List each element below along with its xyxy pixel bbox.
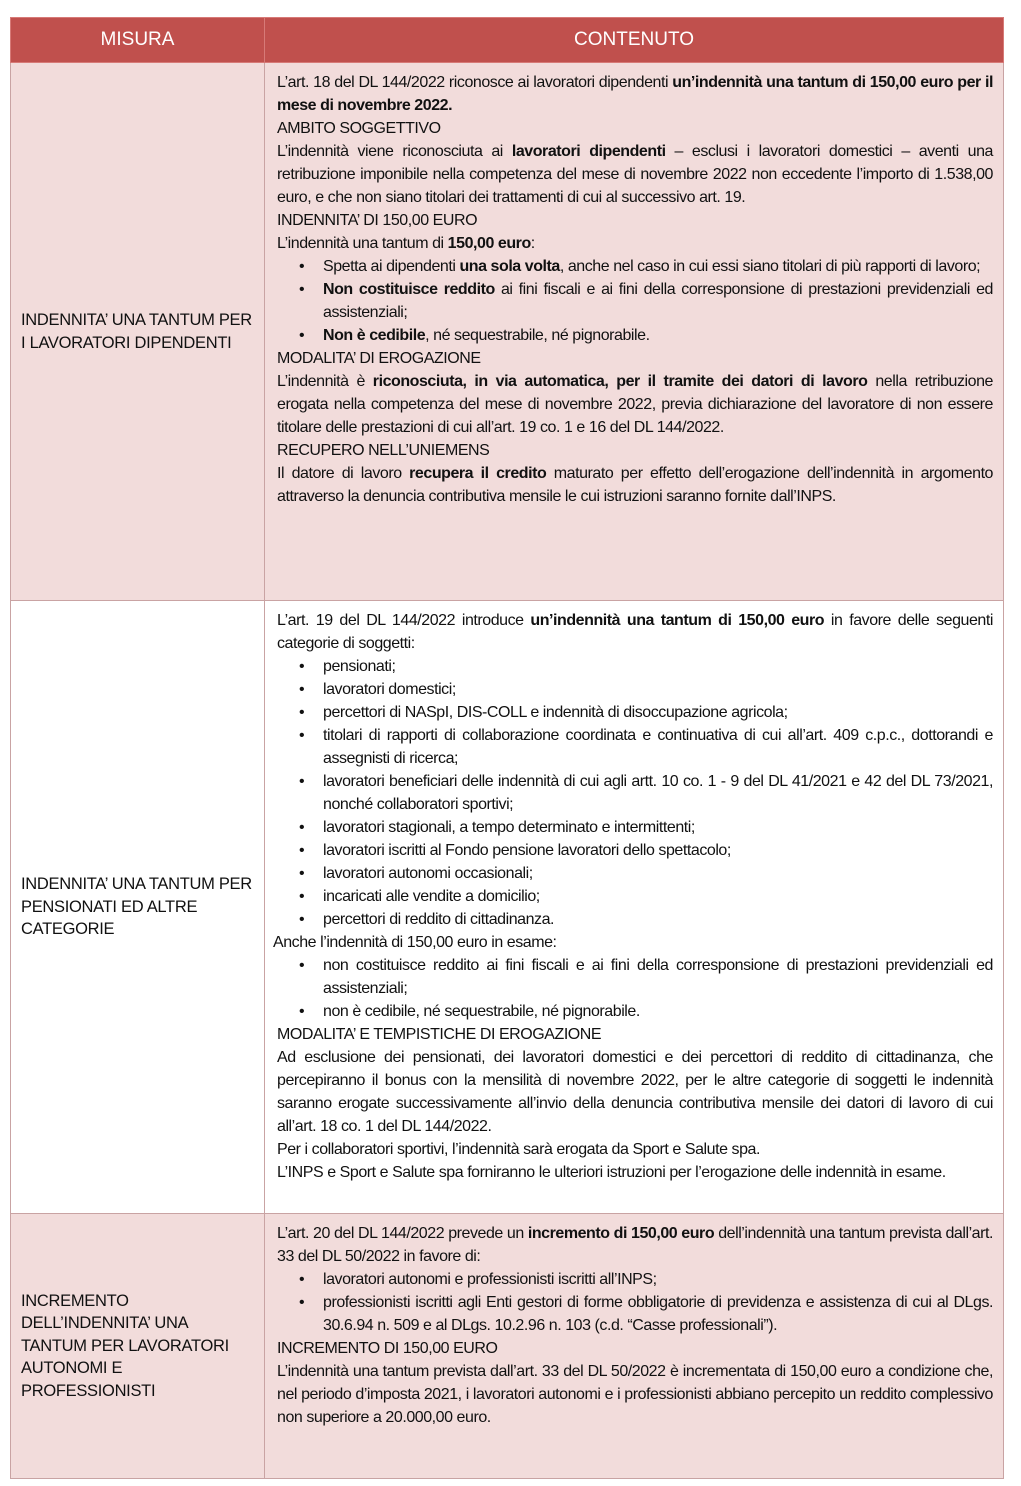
list-item: • lavoratori iscritti al Fondo pensione lavoratori dello spettacolo;: [323, 839, 993, 862]
misura-cell: INDENNITA’ UNA TANTUM PER PENSIONATI ED ALTRE CATEGORIE: [11, 601, 265, 1214]
section-heading: INDENNITA’ DI 150,00 EURO: [277, 212, 478, 229]
list-item: • incaricati alle vendite a domicilio;: [323, 885, 993, 908]
paragraph: L’indennità viene riconosciuta ai lavoratori dipendenti – esclusi i lavoratori domestici – aventi una retribuzione imponibile nella competenza del mese di novembre 2022 non eccedente l’importo di 1.538,00 euro, e che non siano titolari dei trattamenti di cui al successivo art. 19.: [277, 143, 993, 206]
paragraph: Anche l’indennità di 150,00 euro in esame:: [273, 934, 557, 951]
paragraph: L’INPS e Sport e Salute spa forniranno le ulteriori istruzioni per l’erogazione delle indennità in esame.: [277, 1164, 946, 1181]
paragraph: L’indennità è riconosciuta, in via automatica, per il tramite dei datori di lavoro nella retribuzione erogata nella competenza del mese di novembre 2022, previa dichiarazione del lavoratore di non essere titolare delle prestazioni di cui all’art. 19 co. 1 e 16 del DL 144/2022.: [277, 373, 993, 436]
table-row: [11, 63, 1004, 601]
paragraph: L’indennità una tantum di 150,00 euro:: [277, 235, 535, 252]
paragraph: L’art. 19 del DL 144/2022 introduce un’indennità una tantum di 150,00 euro in favore delle seguenti categorie di soggetti:: [277, 612, 993, 652]
section-heading: AMBITO SOGGETTIVO: [277, 120, 441, 137]
table-row: [11, 1214, 1004, 1479]
contenuto-cell: [265, 601, 1004, 1214]
paragraph: L’indennità una tantum prevista dall’art. 33 del DL 50/2022 è incrementata di 150,00 euro a condizione che, nel periodo d’imposta 2021, i lavoratori autonomi e i professionisti abbiano percepito un reddito complessivo non superiore a 20.000,00 euro.: [277, 1363, 993, 1426]
list-item: • lavoratori autonomi e professionisti iscritti all’INPS;: [323, 1268, 993, 1291]
section-heading: RECUPERO NELL’UNIEMENS: [277, 442, 490, 459]
list-item: • non è cedibile, né sequestrabile, né pignorabile.: [323, 1000, 993, 1023]
paragraph: L’art. 18 del DL 144/2022 riconosce ai lavoratori dipendenti un’indennità una tantum di 150,00 euro per il mese di novembre 2022.: [277, 74, 993, 114]
list-item: • percettori di NASpI, DIS-COLL e indennità di disoccupazione agricola;: [323, 701, 993, 724]
bullet-list: [277, 954, 993, 1023]
measures-table: [10, 17, 1004, 1479]
table-row: [11, 601, 1004, 1214]
bullet-list: [277, 255, 993, 347]
paragraph: Il datore di lavoro recupera il credito maturato per effetto dell’erogazione dell’indennità in argomento attraverso la denuncia contributiva mensile le cui istruzioni saranno fornite dall’INPS.: [277, 465, 994, 505]
list-item: • non costituisce reddito ai fini fiscali e ai fini della corresponsione di prestazioni previdenziali ed assistenziali;: [323, 954, 993, 1000]
contenuto-cell: [265, 1214, 1004, 1479]
column-header-contenuto: CONTENUTO: [265, 18, 1004, 63]
bullet-list: [277, 655, 993, 931]
list-item: • Non costituisce reddito ai fini fiscali e ai fini della corresponsione di prestazioni previdenziali ed assistenziali;: [323, 278, 993, 324]
misura-cell: INDENNITA’ UNA TANTUM PER I LAVORATORI DIPENDENTI: [11, 63, 265, 601]
column-header-misura: MISURA: [11, 18, 265, 63]
table-header-row: [11, 18, 1004, 63]
contenuto-cell: [265, 63, 1004, 601]
list-item: • titolari di rapporti di collaborazione coordinata e continuativa di cui all’art. 409 c.p.c., dottorandi e assegnisti di ricerca;: [323, 724, 993, 770]
paragraph: Ad esclusione dei pensionati, dei lavoratori domestici e dei percettori di reddito di cittadinanza, che percepiranno il bonus con la mensilità di novembre 2022, per le altre categorie di soggetti le indennità saranno erogate successivamente all’invio della denuncia contributiva mensile dei datori di lavoro di cui all’art. 18 co. 1 del DL 144/2022.: [277, 1049, 993, 1135]
misura-cell: INCREMENTO DELL’INDENNITA’ UNA TANTUM PER LAVORATORI AUTONOMI E PROFESSIONISTI: [11, 1214, 265, 1479]
bullet-list: [277, 1268, 993, 1337]
list-item: • Non è cedibile, né sequestrabile, né pignorabile.: [323, 324, 993, 347]
list-item: • lavoratori stagionali, a tempo determinato e intermittenti;: [323, 816, 993, 839]
section-heading: MODALITA’ DI EROGAZIONE: [277, 350, 481, 367]
list-item: • professionisti iscritti agli Enti gestori di forme obbligatorie di previdenza e assistenza di cui al DLgs. 30.6.94 n. 509 e al DLgs. 10.2.96 n. 103 (c.d. “Casse professionali”).: [323, 1291, 993, 1337]
list-item: • pensionati;: [323, 655, 993, 678]
list-item: • lavoratori autonomi occasionali;: [323, 862, 993, 885]
list-item: • percettori di reddito di cittadinanza.: [323, 908, 993, 931]
paragraph: Per i collaboratori sportivi, l’indennità sarà erogata da Sport e Salute spa.: [277, 1141, 760, 1158]
list-item: • lavoratori beneficiari delle indennità di cui agli artt. 10 co. 1 - 9 del DL 41/2021 e 42 del DL 73/2021, nonché collaboratori sportivi;: [323, 770, 993, 816]
list-item: • Spetta ai dipendenti una sola volta, anche nel caso in cui essi siano titolari di più rapporti di lavoro;: [323, 255, 993, 278]
section-heading: INCREMENTO DI 150,00 EURO: [277, 1340, 498, 1357]
list-item: • lavoratori domestici;: [323, 678, 993, 701]
section-heading: MODALITA’ E TEMPISTICHE DI EROGAZIONE: [277, 1026, 602, 1043]
paragraph: L’art. 20 del DL 144/2022 prevede un incremento di 150,00 euro dell’indennità una tantum prevista dall’art. 33 del DL 50/2022 in favore di:: [277, 1225, 993, 1265]
